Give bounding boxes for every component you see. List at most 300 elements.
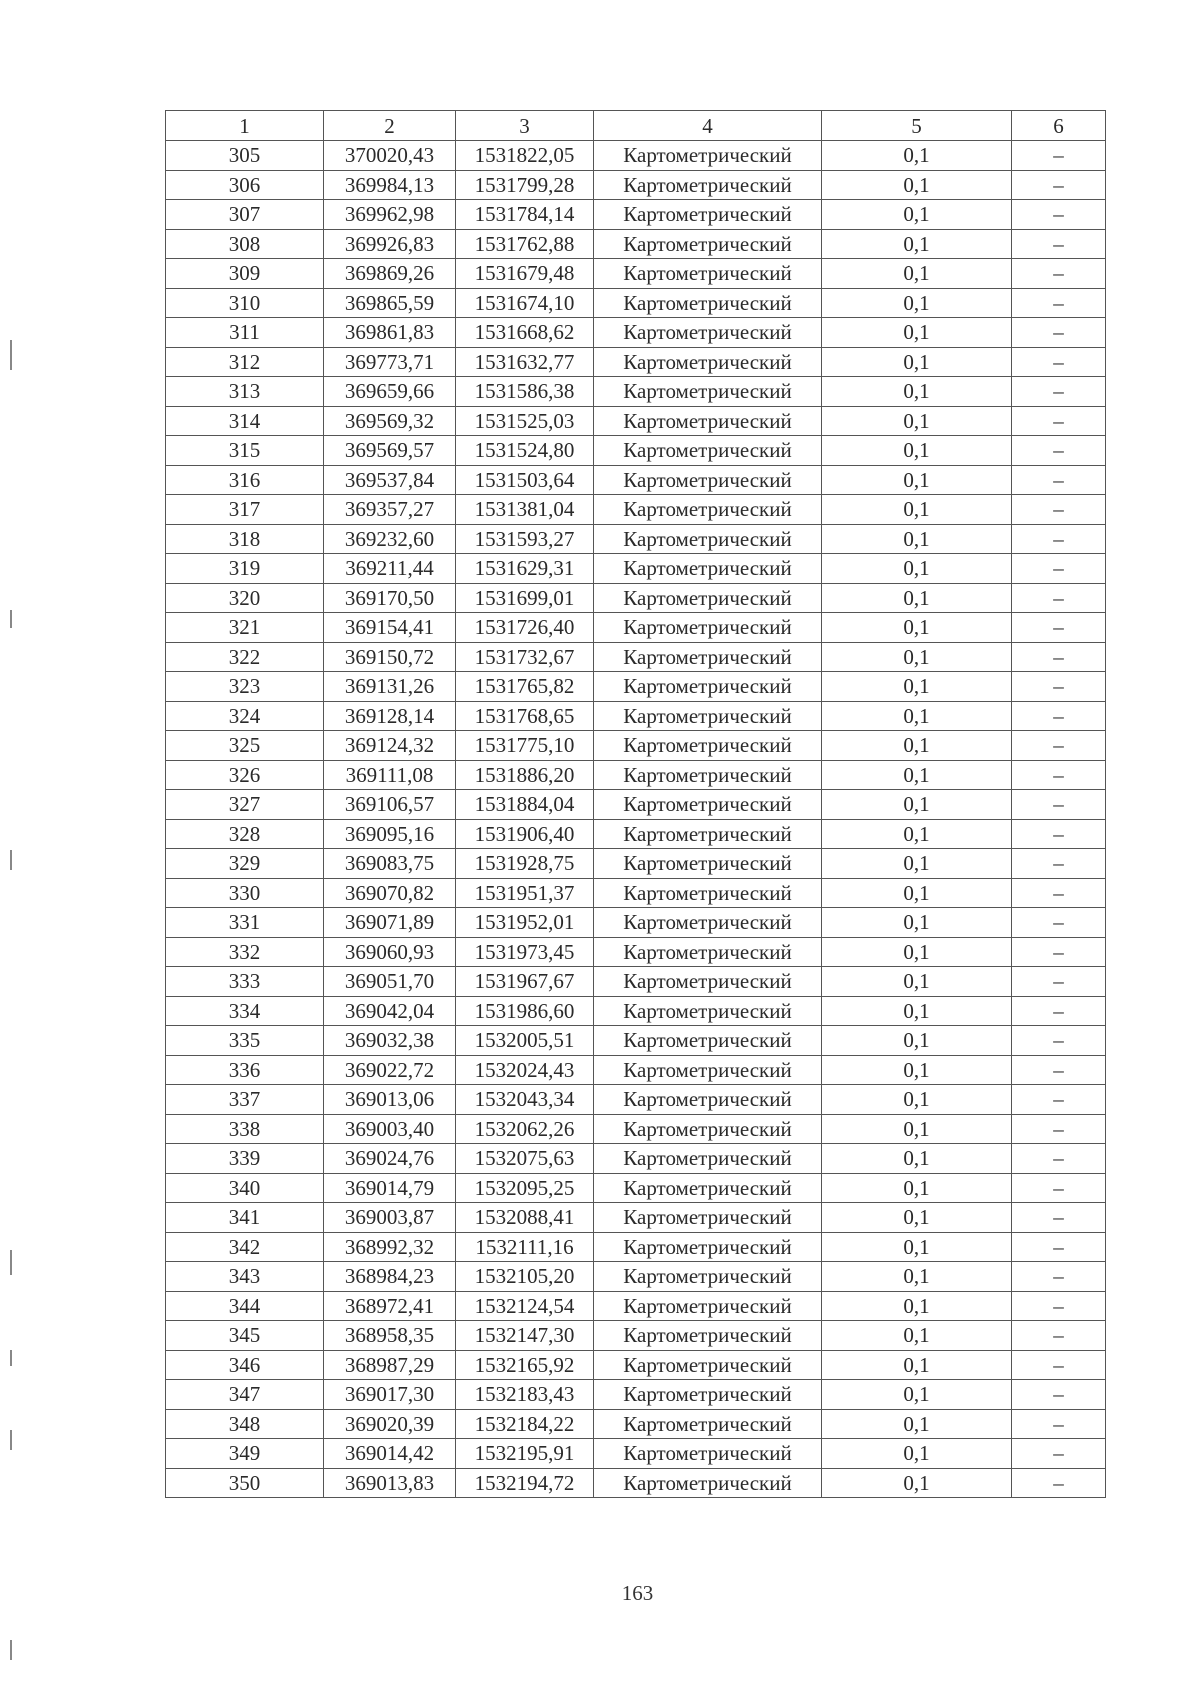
table-row <box>166 731 1106 761</box>
note-cell: – <box>1012 613 1106 643</box>
point-number-cell: 310 <box>166 288 324 318</box>
method-cell: Картометрический <box>594 642 822 672</box>
x-coordinate-cell: 368984,23 <box>324 1262 456 1292</box>
point-number-cell: 326 <box>166 760 324 790</box>
method-cell: Картометрический <box>594 760 822 790</box>
x-coordinate-cell: 369051,70 <box>324 967 456 997</box>
x-coordinate-cell: 369124,32 <box>324 731 456 761</box>
table-row <box>166 200 1106 230</box>
note-cell: – <box>1012 1055 1106 1085</box>
table-row <box>166 1380 1106 1410</box>
point-number-cell: 319 <box>166 554 324 584</box>
note-cell: – <box>1012 229 1106 259</box>
note-cell: – <box>1012 1380 1106 1410</box>
accuracy-cell: 0,1 <box>822 1203 1012 1233</box>
scan-margin-mark <box>10 850 12 870</box>
method-cell: Картометрический <box>594 554 822 584</box>
table-row <box>166 613 1106 643</box>
accuracy-cell: 0,1 <box>822 819 1012 849</box>
point-number-cell: 334 <box>166 996 324 1026</box>
accuracy-cell: 0,1 <box>822 406 1012 436</box>
table-body <box>166 141 1106 1498</box>
x-coordinate-cell: 369020,39 <box>324 1409 456 1439</box>
point-number-cell: 320 <box>166 583 324 613</box>
table-row <box>166 288 1106 318</box>
y-coordinate-cell: 1532088,41 <box>456 1203 594 1233</box>
x-coordinate-cell: 369111,08 <box>324 760 456 790</box>
x-coordinate-cell: 368972,41 <box>324 1291 456 1321</box>
method-cell: Картометрический <box>594 1144 822 1174</box>
x-coordinate-cell: 369962,98 <box>324 200 456 230</box>
note-cell: – <box>1012 583 1106 613</box>
y-coordinate-cell: 1531775,10 <box>456 731 594 761</box>
table-row <box>166 1232 1106 1262</box>
point-number-cell: 311 <box>166 318 324 348</box>
method-cell: Картометрический <box>594 1232 822 1262</box>
accuracy-cell: 0,1 <box>822 760 1012 790</box>
y-coordinate-cell: 1531967,67 <box>456 967 594 997</box>
y-coordinate-cell: 1531973,45 <box>456 937 594 967</box>
table-row <box>166 259 1106 289</box>
note-cell: – <box>1012 141 1106 171</box>
note-cell: – <box>1012 377 1106 407</box>
table-row <box>166 996 1106 1026</box>
method-cell: Картометрический <box>594 141 822 171</box>
table-row <box>166 1468 1106 1498</box>
scan-margin-mark <box>10 1350 12 1366</box>
accuracy-cell: 0,1 <box>822 878 1012 908</box>
accuracy-cell: 0,1 <box>822 1350 1012 1380</box>
scan-margin-mark <box>10 1430 12 1450</box>
point-number-cell: 333 <box>166 967 324 997</box>
method-cell: Картометрический <box>594 229 822 259</box>
accuracy-cell: 0,1 <box>822 288 1012 318</box>
accuracy-cell: 0,1 <box>822 377 1012 407</box>
note-cell: – <box>1012 731 1106 761</box>
accuracy-cell: 0,1 <box>822 1468 1012 1498</box>
y-coordinate-cell: 1532062,26 <box>456 1114 594 1144</box>
table-row <box>166 318 1106 348</box>
note-cell: – <box>1012 554 1106 584</box>
header-row <box>166 111 1106 141</box>
method-cell: Картометрический <box>594 790 822 820</box>
accuracy-cell: 0,1 <box>822 1262 1012 1292</box>
method-cell: Картометрический <box>594 318 822 348</box>
table-row <box>166 436 1106 466</box>
x-coordinate-cell: 369984,13 <box>324 170 456 200</box>
y-coordinate-cell: 1531524,80 <box>456 436 594 466</box>
table-row <box>166 141 1106 171</box>
table-row <box>166 701 1106 731</box>
x-coordinate-cell: 369861,83 <box>324 318 456 348</box>
x-coordinate-cell: 369131,26 <box>324 672 456 702</box>
method-cell: Картометрический <box>594 878 822 908</box>
table-row <box>166 1114 1106 1144</box>
y-coordinate-cell: 1532095,25 <box>456 1173 594 1203</box>
point-number-cell: 322 <box>166 642 324 672</box>
note-cell: – <box>1012 1262 1106 1292</box>
table-row <box>166 672 1106 702</box>
y-coordinate-cell: 1532195,91 <box>456 1439 594 1469</box>
x-coordinate-cell: 369032,38 <box>324 1026 456 1056</box>
table-row <box>166 1350 1106 1380</box>
x-coordinate-cell: 369232,60 <box>324 524 456 554</box>
accuracy-cell: 0,1 <box>822 937 1012 967</box>
y-coordinate-cell: 1532165,92 <box>456 1350 594 1380</box>
y-coordinate-cell: 1531884,04 <box>456 790 594 820</box>
table-row <box>166 170 1106 200</box>
note-cell: – <box>1012 701 1106 731</box>
y-coordinate-cell: 1531886,20 <box>456 760 594 790</box>
note-cell: – <box>1012 790 1106 820</box>
y-coordinate-cell: 1532005,51 <box>456 1026 594 1056</box>
table-row <box>166 1321 1106 1351</box>
y-coordinate-cell: 1531525,03 <box>456 406 594 436</box>
accuracy-cell: 0,1 <box>822 849 1012 879</box>
accuracy-cell: 0,1 <box>822 436 1012 466</box>
y-coordinate-cell: 1531586,38 <box>456 377 594 407</box>
point-number-cell: 332 <box>166 937 324 967</box>
point-number-cell: 315 <box>166 436 324 466</box>
y-coordinate-cell: 1531822,05 <box>456 141 594 171</box>
accuracy-cell: 0,1 <box>822 967 1012 997</box>
point-number-cell: 350 <box>166 1468 324 1498</box>
accuracy-cell: 0,1 <box>822 465 1012 495</box>
accuracy-cell: 0,1 <box>822 1055 1012 1085</box>
method-cell: Картометрический <box>594 288 822 318</box>
accuracy-cell: 0,1 <box>822 229 1012 259</box>
method-cell: Картометрический <box>594 406 822 436</box>
scan-margin-mark <box>10 1250 12 1275</box>
header-cell-2: 2 <box>324 111 456 141</box>
accuracy-cell: 0,1 <box>822 1321 1012 1351</box>
x-coordinate-cell: 369569,32 <box>324 406 456 436</box>
method-cell: Картометрический <box>594 701 822 731</box>
point-number-cell: 318 <box>166 524 324 554</box>
note-cell: – <box>1012 996 1106 1026</box>
scan-margin-mark <box>10 1640 12 1660</box>
table-row <box>166 819 1106 849</box>
x-coordinate-cell: 369095,16 <box>324 819 456 849</box>
table-row <box>166 377 1106 407</box>
note-cell: – <box>1012 495 1106 525</box>
note-cell: – <box>1012 908 1106 938</box>
table-row <box>166 1439 1106 1469</box>
note-cell: – <box>1012 1409 1106 1439</box>
accuracy-cell: 0,1 <box>822 1114 1012 1144</box>
note-cell: – <box>1012 642 1106 672</box>
point-number-cell: 349 <box>166 1439 324 1469</box>
y-coordinate-cell: 1532124,54 <box>456 1291 594 1321</box>
x-coordinate-cell: 369154,41 <box>324 613 456 643</box>
table-row <box>166 878 1106 908</box>
y-coordinate-cell: 1531699,01 <box>456 583 594 613</box>
point-number-cell: 323 <box>166 672 324 702</box>
note-cell: – <box>1012 1232 1106 1262</box>
point-number-cell: 343 <box>166 1262 324 1292</box>
coordinates-table <box>165 110 1106 1498</box>
table-row <box>166 937 1106 967</box>
note-cell: – <box>1012 318 1106 348</box>
method-cell: Картометрический <box>594 1114 822 1144</box>
method-cell: Картометрический <box>594 524 822 554</box>
x-coordinate-cell: 369014,79 <box>324 1173 456 1203</box>
accuracy-cell: 0,1 <box>822 1409 1012 1439</box>
note-cell: – <box>1012 1085 1106 1115</box>
note-cell: – <box>1012 1144 1106 1174</box>
y-coordinate-cell: 1531762,88 <box>456 229 594 259</box>
x-coordinate-cell: 369017,30 <box>324 1380 456 1410</box>
accuracy-cell: 0,1 <box>822 347 1012 377</box>
note-cell: – <box>1012 170 1106 200</box>
y-coordinate-cell: 1531951,37 <box>456 878 594 908</box>
point-number-cell: 309 <box>166 259 324 289</box>
note-cell: – <box>1012 760 1106 790</box>
note-cell: – <box>1012 819 1106 849</box>
y-coordinate-cell: 1531629,31 <box>456 554 594 584</box>
header-cell-4: 4 <box>594 111 822 141</box>
note-cell: – <box>1012 937 1106 967</box>
method-cell: Картометрический <box>594 731 822 761</box>
table-row <box>166 1144 1106 1174</box>
note-cell: – <box>1012 406 1106 436</box>
note-cell: – <box>1012 672 1106 702</box>
accuracy-cell: 0,1 <box>822 1232 1012 1262</box>
table-row <box>166 583 1106 613</box>
accuracy-cell: 0,1 <box>822 259 1012 289</box>
y-coordinate-cell: 1531381,04 <box>456 495 594 525</box>
x-coordinate-cell: 369071,89 <box>324 908 456 938</box>
point-number-cell: 337 <box>166 1085 324 1115</box>
y-coordinate-cell: 1532075,63 <box>456 1144 594 1174</box>
method-cell: Картометрический <box>594 672 822 702</box>
y-coordinate-cell: 1532184,22 <box>456 1409 594 1439</box>
y-coordinate-cell: 1531668,62 <box>456 318 594 348</box>
accuracy-cell: 0,1 <box>822 1380 1012 1410</box>
point-number-cell: 339 <box>166 1144 324 1174</box>
method-cell: Картометрический <box>594 583 822 613</box>
scan-margin-mark <box>10 610 12 628</box>
x-coordinate-cell: 369357,27 <box>324 495 456 525</box>
accuracy-cell: 0,1 <box>822 731 1012 761</box>
method-cell: Картометрический <box>594 465 822 495</box>
point-number-cell: 312 <box>166 347 324 377</box>
table-row <box>166 967 1106 997</box>
x-coordinate-cell: 369083,75 <box>324 849 456 879</box>
accuracy-cell: 0,1 <box>822 613 1012 643</box>
note-cell: – <box>1012 288 1106 318</box>
y-coordinate-cell: 1531906,40 <box>456 819 594 849</box>
x-coordinate-cell: 369042,04 <box>324 996 456 1026</box>
method-cell: Картометрический <box>594 996 822 1026</box>
y-coordinate-cell: 1531928,75 <box>456 849 594 879</box>
accuracy-cell: 0,1 <box>822 495 1012 525</box>
method-cell: Картометрический <box>594 436 822 466</box>
y-coordinate-cell: 1531784,14 <box>456 200 594 230</box>
method-cell: Картометрический <box>594 613 822 643</box>
x-coordinate-cell: 369170,50 <box>324 583 456 613</box>
table-row <box>166 1262 1106 1292</box>
x-coordinate-cell: 368992,32 <box>324 1232 456 1262</box>
page-number: 163 <box>621 1581 654 1605</box>
note-cell: – <box>1012 259 1106 289</box>
method-cell: Картометрический <box>594 1055 822 1085</box>
accuracy-cell: 0,1 <box>822 908 1012 938</box>
accuracy-cell: 0,1 <box>822 996 1012 1026</box>
point-number-cell: 347 <box>166 1380 324 1410</box>
method-cell: Картометрический <box>594 1262 822 1292</box>
header-cell-6: 6 <box>1012 111 1106 141</box>
note-cell: – <box>1012 849 1106 879</box>
x-coordinate-cell: 369070,82 <box>324 878 456 908</box>
point-number-cell: 342 <box>166 1232 324 1262</box>
point-number-cell: 331 <box>166 908 324 938</box>
point-number-cell: 346 <box>166 1350 324 1380</box>
point-number-cell: 306 <box>166 170 324 200</box>
accuracy-cell: 0,1 <box>822 1026 1012 1056</box>
table-row <box>166 229 1106 259</box>
x-coordinate-cell: 369022,72 <box>324 1055 456 1085</box>
table-row <box>166 849 1106 879</box>
note-cell: – <box>1012 524 1106 554</box>
accuracy-cell: 0,1 <box>822 1144 1012 1174</box>
header-cell-1: 1 <box>166 111 324 141</box>
x-coordinate-cell: 369024,76 <box>324 1144 456 1174</box>
method-cell: Картометрический <box>594 1439 822 1469</box>
point-number-cell: 328 <box>166 819 324 849</box>
note-cell: – <box>1012 1114 1106 1144</box>
y-coordinate-cell: 1532111,16 <box>456 1232 594 1262</box>
point-number-cell: 321 <box>166 613 324 643</box>
note-cell: – <box>1012 1026 1106 1056</box>
table-row <box>166 554 1106 584</box>
table-row <box>166 1291 1106 1321</box>
method-cell: Картометрический <box>594 495 822 525</box>
point-number-cell: 345 <box>166 1321 324 1351</box>
x-coordinate-cell: 369211,44 <box>324 554 456 584</box>
x-coordinate-cell: 369869,26 <box>324 259 456 289</box>
x-coordinate-cell: 368958,35 <box>324 1321 456 1351</box>
y-coordinate-cell: 1531632,77 <box>456 347 594 377</box>
accuracy-cell: 0,1 <box>822 672 1012 702</box>
method-cell: Картометрический <box>594 1173 822 1203</box>
note-cell: – <box>1012 1203 1106 1233</box>
table-row <box>166 790 1106 820</box>
x-coordinate-cell: 369537,84 <box>324 465 456 495</box>
accuracy-cell: 0,1 <box>822 170 1012 200</box>
point-number-cell: 344 <box>166 1291 324 1321</box>
table-row <box>166 406 1106 436</box>
scan-margin-mark <box>10 340 12 370</box>
x-coordinate-cell: 369926,83 <box>324 229 456 259</box>
method-cell: Картометрический <box>594 1468 822 1498</box>
point-number-cell: 341 <box>166 1203 324 1233</box>
y-coordinate-cell: 1532183,43 <box>456 1380 594 1410</box>
x-coordinate-cell: 369013,83 <box>324 1468 456 1498</box>
note-cell: – <box>1012 1439 1106 1469</box>
note-cell: – <box>1012 1350 1106 1380</box>
table-row <box>166 524 1106 554</box>
y-coordinate-cell: 1532024,43 <box>456 1055 594 1085</box>
point-number-cell: 305 <box>166 141 324 171</box>
accuracy-cell: 0,1 <box>822 583 1012 613</box>
table-row <box>166 1026 1106 1056</box>
table-row <box>166 1409 1106 1439</box>
y-coordinate-cell: 1532043,34 <box>456 1085 594 1115</box>
x-coordinate-cell: 369773,71 <box>324 347 456 377</box>
method-cell: Картометрический <box>594 967 822 997</box>
method-cell: Картометрический <box>594 937 822 967</box>
point-number-cell: 348 <box>166 1409 324 1439</box>
table-row <box>166 908 1106 938</box>
method-cell: Картометрический <box>594 200 822 230</box>
method-cell: Картометрический <box>594 347 822 377</box>
y-coordinate-cell: 1532105,20 <box>456 1262 594 1292</box>
accuracy-cell: 0,1 <box>822 524 1012 554</box>
table-header <box>166 111 1106 141</box>
point-number-cell: 316 <box>166 465 324 495</box>
method-cell: Картометрический <box>594 908 822 938</box>
y-coordinate-cell: 1532194,72 <box>456 1468 594 1498</box>
point-number-cell: 325 <box>166 731 324 761</box>
y-coordinate-cell: 1531952,01 <box>456 908 594 938</box>
point-number-cell: 313 <box>166 377 324 407</box>
x-coordinate-cell: 369003,87 <box>324 1203 456 1233</box>
point-number-cell: 317 <box>166 495 324 525</box>
accuracy-cell: 0,1 <box>822 200 1012 230</box>
x-coordinate-cell: 369106,57 <box>324 790 456 820</box>
point-number-cell: 324 <box>166 701 324 731</box>
y-coordinate-cell: 1531732,67 <box>456 642 594 672</box>
note-cell: – <box>1012 347 1106 377</box>
table-row <box>166 1203 1106 1233</box>
y-coordinate-cell: 1531679,48 <box>456 259 594 289</box>
table-row <box>166 347 1106 377</box>
point-number-cell: 335 <box>166 1026 324 1056</box>
note-cell: – <box>1012 967 1106 997</box>
x-coordinate-cell: 368987,29 <box>324 1350 456 1380</box>
x-coordinate-cell: 369659,66 <box>324 377 456 407</box>
method-cell: Картометрический <box>594 1409 822 1439</box>
method-cell: Картометрический <box>594 1085 822 1115</box>
method-cell: Картометрический <box>594 1321 822 1351</box>
y-coordinate-cell: 1531726,40 <box>456 613 594 643</box>
method-cell: Картометрический <box>594 170 822 200</box>
method-cell: Картометрический <box>594 1380 822 1410</box>
method-cell: Картометрический <box>594 819 822 849</box>
accuracy-cell: 0,1 <box>822 642 1012 672</box>
table-row <box>166 642 1106 672</box>
header-cell-5: 5 <box>822 111 1012 141</box>
accuracy-cell: 0,1 <box>822 141 1012 171</box>
header-cell-3: 3 <box>456 111 594 141</box>
accuracy-cell: 0,1 <box>822 318 1012 348</box>
point-number-cell: 327 <box>166 790 324 820</box>
method-cell: Картометрический <box>594 849 822 879</box>
accuracy-cell: 0,1 <box>822 1173 1012 1203</box>
point-number-cell: 338 <box>166 1114 324 1144</box>
method-cell: Картометрический <box>594 377 822 407</box>
x-coordinate-cell: 369569,57 <box>324 436 456 466</box>
note-cell: – <box>1012 1291 1106 1321</box>
note-cell: – <box>1012 878 1106 908</box>
method-cell: Картометрический <box>594 1291 822 1321</box>
x-coordinate-cell: 369865,59 <box>324 288 456 318</box>
accuracy-cell: 0,1 <box>822 1439 1012 1469</box>
point-number-cell: 314 <box>166 406 324 436</box>
x-coordinate-cell: 369013,06 <box>324 1085 456 1115</box>
y-coordinate-cell: 1531674,10 <box>456 288 594 318</box>
